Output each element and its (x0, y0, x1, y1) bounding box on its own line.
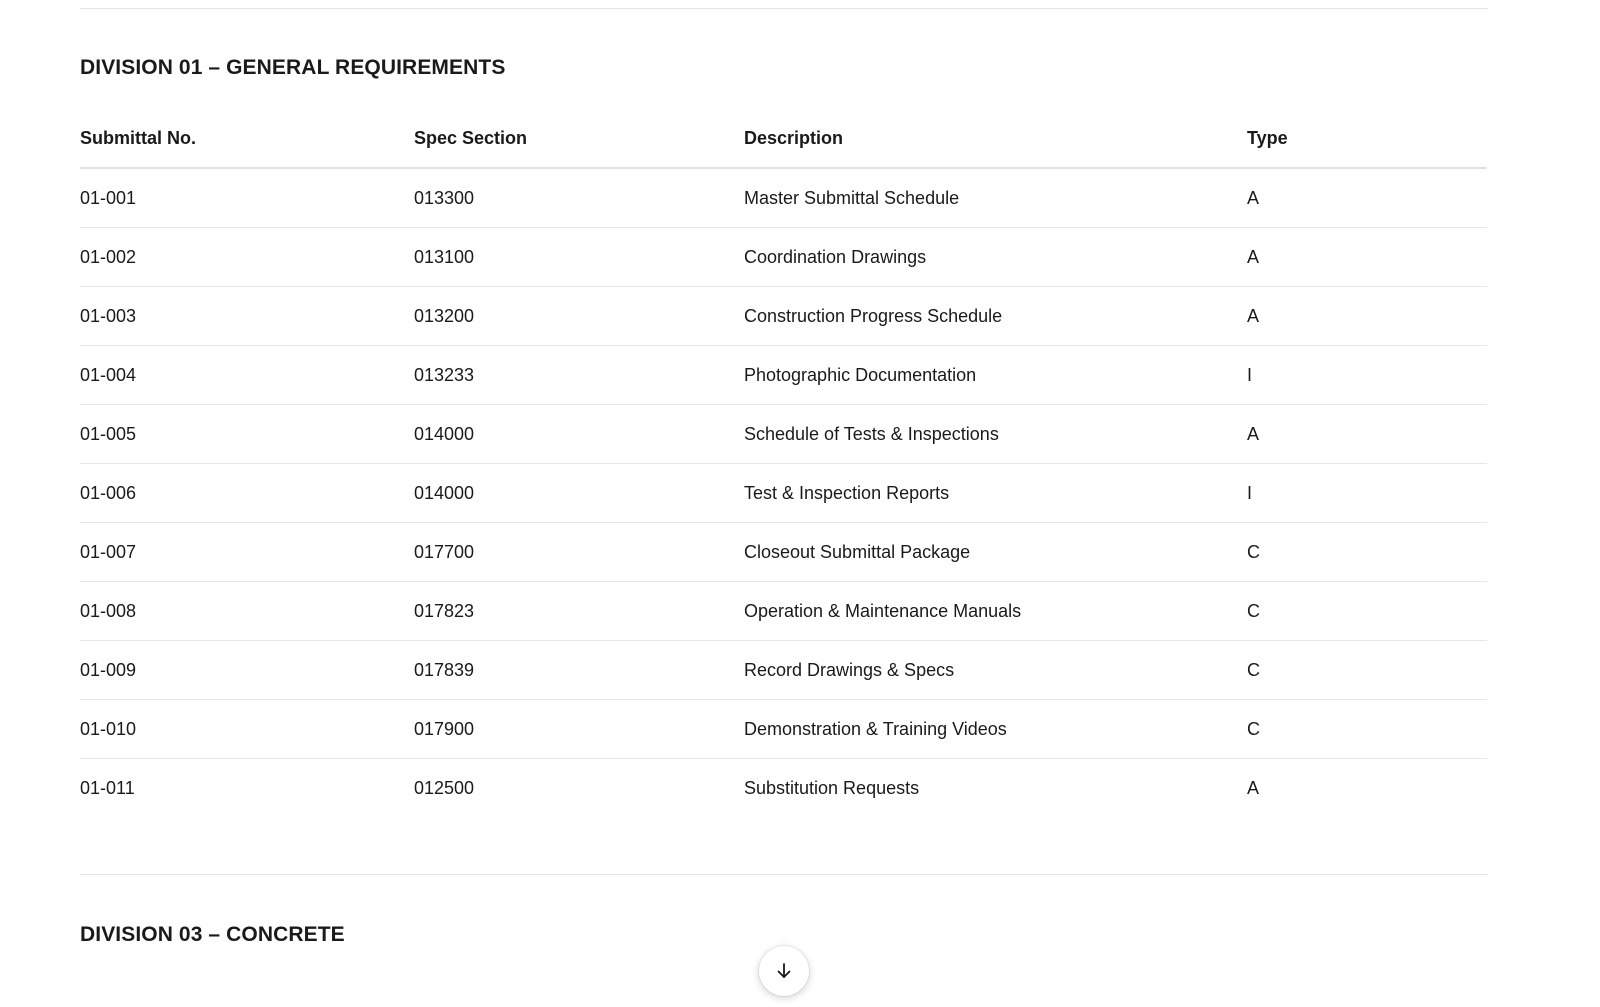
table-row (80, 582, 1487, 641)
type-cell: A (1247, 777, 1260, 798)
spec-section-cell: 012500 (414, 777, 475, 798)
type-cell: A (1247, 168, 1487, 228)
table-row (80, 405, 1487, 464)
description-cell: Schedule of Tests & Inspections (744, 405, 1247, 464)
table-row (80, 228, 1487, 287)
spec-section-cell: 017823 (414, 582, 744, 641)
submittal-no-cell: 01-008 (80, 582, 414, 641)
description-cell: Test & Inspection Reports (744, 464, 1247, 523)
type-cell: C (1247, 582, 1487, 641)
submittal-no-cell: 01-002 (80, 228, 414, 287)
table-row (80, 346, 1487, 405)
type-cell: A (1247, 228, 1487, 287)
spec-section-cell: 013233 (414, 346, 744, 405)
scroll-down-button[interactable] (759, 946, 809, 996)
submittal-no-cell: 01-004 (80, 346, 414, 405)
type-cell: C (1247, 641, 1487, 700)
type-cell: A (1247, 287, 1487, 346)
spec-section-cell: 013300 (414, 168, 744, 228)
table-row (80, 168, 1487, 228)
type-cell: C (1247, 523, 1487, 582)
submittal-no-cell: 01-011 (80, 777, 135, 798)
type-cell: I (1247, 346, 1487, 405)
submittal-no-cell: 01-010 (80, 700, 414, 759)
type-cell: C (1247, 700, 1487, 759)
submittal-no-cell: 01-003 (80, 287, 414, 346)
submittal-no-cell: 01-005 (80, 405, 414, 464)
submittal-no-cell: 01-006 (80, 464, 414, 523)
description-cell: Coordination Drawings (744, 228, 1247, 287)
description-cell: Demonstration & Training Videos (744, 700, 1247, 759)
table-row (80, 641, 1487, 700)
submittal-table-division-01 (80, 109, 1487, 817)
column-header-submittal-no: Submittal No. (80, 109, 414, 168)
spec-section-cell: 014000 (414, 405, 744, 464)
spec-section-cell: 014000 (414, 464, 744, 523)
submittal-no-cell: 01-001 (80, 168, 414, 228)
description-cell: Photographic Documentation (744, 346, 1247, 405)
top-divider (80, 8, 1488, 9)
description-cell: Record Drawings & Specs (744, 641, 1247, 700)
spec-section-cell: 017900 (414, 700, 744, 759)
section-divider (80, 874, 1488, 875)
arrow-down-icon (774, 961, 794, 981)
spec-section-cell: 013100 (414, 228, 744, 287)
type-cell: A (1247, 405, 1487, 464)
table-row (80, 287, 1487, 346)
description-cell: Substitution Requests (744, 777, 920, 798)
description-cell: Closeout Submittal Package (744, 523, 1247, 582)
type-cell: I (1247, 464, 1487, 523)
table-row (80, 523, 1487, 582)
section-title-division-01: DIVISION 01 – GENERAL REQUIREMENTS (80, 56, 506, 79)
table-row (80, 464, 1487, 523)
submittal-no-cell: 01-007 (80, 523, 414, 582)
description-cell: Master Submittal Schedule (744, 168, 1247, 228)
table-row (80, 759, 1487, 818)
spec-section-cell: 017839 (414, 641, 744, 700)
description-cell: Operation & Maintenance Manuals (744, 582, 1247, 641)
table-row (80, 700, 1487, 759)
description-cell: Construction Progress Schedule (744, 287, 1247, 346)
spec-section-cell: 017700 (414, 523, 744, 582)
spec-section-cell: 013200 (414, 287, 744, 346)
column-header-description: Description (744, 109, 1247, 168)
section-title-division-03: DIVISION 03 – CONCRETE (80, 923, 345, 946)
column-header-type: Type (1247, 109, 1487, 168)
submittal-no-cell: 01-009 (80, 641, 414, 700)
table-header-row (80, 109, 1487, 168)
column-header-spec-section: Spec Section (414, 109, 744, 168)
